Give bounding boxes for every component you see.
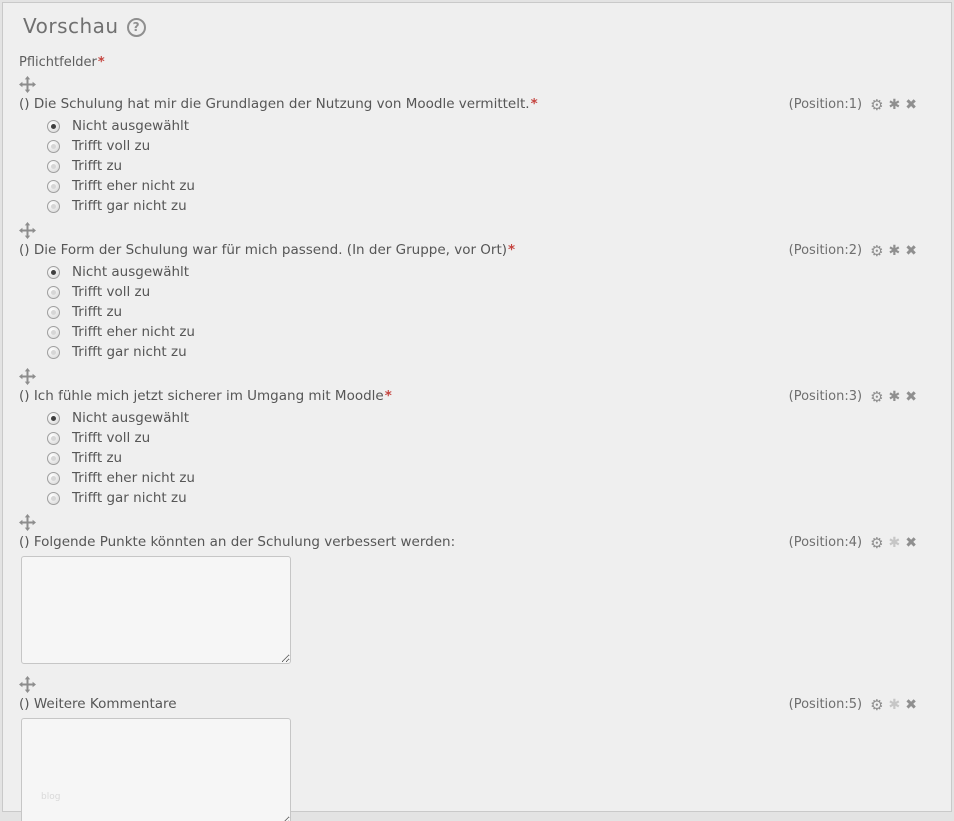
radio-button[interactable] <box>47 432 60 445</box>
question-header <box>3 239 951 259</box>
question-block <box>3 222 951 362</box>
question-label <box>19 242 515 259</box>
settings-icon[interactable]: ⚙ <box>870 533 884 552</box>
question-tools <box>789 96 917 113</box>
radio-option[interactable] <box>47 448 951 468</box>
question-header <box>3 693 951 713</box>
radio-button[interactable] <box>47 452 60 465</box>
question-tools <box>789 242 917 259</box>
radio-label: Trifft eher nicht zu <box>72 324 195 340</box>
position-label: (Position:2) <box>788 243 863 258</box>
question-header <box>3 531 951 551</box>
radio-label: Trifft voll zu <box>72 138 151 154</box>
radio-label: Trifft eher nicht zu <box>72 178 195 194</box>
radio-option[interactable] <box>47 302 951 322</box>
question-text: () Weitere Kommentare <box>19 696 177 712</box>
position-label: (Position:1) <box>788 97 863 112</box>
question-body <box>3 116 951 216</box>
question-tools <box>789 696 917 713</box>
question-block <box>3 676 951 821</box>
question-body <box>3 718 951 821</box>
vorschau-panel <box>2 2 952 812</box>
radio-label: Trifft zu <box>72 304 123 320</box>
question-block <box>3 76 951 216</box>
question-block <box>3 368 951 508</box>
question-tools <box>789 534 917 551</box>
radio-label: Nicht ausgewählt <box>72 118 190 134</box>
required-fields-note <box>19 55 951 70</box>
question-label <box>19 96 538 113</box>
question-required-asterisk: * <box>530 96 538 112</box>
radio-option[interactable] <box>47 156 951 176</box>
required-note-text: Pflichtfelder <box>19 55 97 70</box>
radio-button[interactable] <box>47 412 60 425</box>
radio-option[interactable] <box>47 196 951 216</box>
question-text: () Ich fühle mich jetzt sicherer im Umgang mit Moodle <box>19 388 384 404</box>
radio-label: Trifft gar nicht zu <box>72 198 187 214</box>
radio-option[interactable] <box>47 136 951 156</box>
radio-label: Trifft voll zu <box>72 284 151 300</box>
radio-label: Trifft gar nicht zu <box>72 344 187 360</box>
position-label: (Position:5) <box>788 697 863 712</box>
radio-button[interactable] <box>47 492 60 505</box>
radio-option[interactable] <box>47 176 951 196</box>
radio-option[interactable] <box>47 468 951 488</box>
radio-button[interactable] <box>47 266 60 279</box>
radio-label: Nicht ausgewählt <box>72 410 190 426</box>
radio-option[interactable] <box>47 428 951 448</box>
radio-option[interactable] <box>47 342 951 362</box>
settings-icon[interactable]: ⚙ <box>870 695 884 714</box>
required-toggle-icon[interactable]: ✱ <box>888 696 901 713</box>
question-text: () Die Schulung hat mir die Grundlagen der Nutzung von Moodle vermittelt. <box>19 96 530 112</box>
move-handle-icon[interactable] <box>19 222 36 239</box>
radio-label: Trifft voll zu <box>72 430 151 446</box>
question-block <box>3 514 951 668</box>
radio-option[interactable] <box>47 282 951 302</box>
required-toggle-icon[interactable]: ✱ <box>888 96 901 113</box>
required-toggle-icon[interactable]: ✱ <box>888 242 901 259</box>
delete-icon[interactable]: ✖ <box>905 696 917 713</box>
radio-button[interactable] <box>47 160 60 173</box>
question-label <box>19 388 392 405</box>
radio-label: Trifft zu <box>72 158 123 174</box>
radio-option[interactable] <box>47 488 951 508</box>
radio-button[interactable] <box>47 140 60 153</box>
textarea-wrap <box>21 718 293 821</box>
radio-label: Trifft zu <box>72 450 123 466</box>
required-toggle-icon[interactable]: ✱ <box>888 388 901 405</box>
move-handle-icon[interactable] <box>19 514 36 531</box>
question-required-asterisk: * <box>384 388 392 404</box>
radio-button[interactable] <box>47 286 60 299</box>
watermark-text: blog <box>41 792 61 802</box>
radio-label: Trifft gar nicht zu <box>72 490 187 506</box>
question-label <box>19 696 177 713</box>
questions-list <box>3 76 951 821</box>
radio-label: Trifft eher nicht zu <box>72 470 195 486</box>
delete-icon[interactable]: ✖ <box>905 388 917 405</box>
textarea-wrap <box>21 556 293 668</box>
delete-icon[interactable]: ✖ <box>905 242 917 259</box>
radio-option[interactable] <box>47 116 951 136</box>
answer-textarea[interactable] <box>21 556 291 664</box>
required-asterisk: * <box>97 55 105 70</box>
question-label <box>19 534 455 551</box>
settings-icon[interactable]: ⚙ <box>870 387 884 406</box>
radio-option[interactable] <box>47 262 951 282</box>
question-text: () Die Form der Schulung war für mich passend. (In der Gruppe, vor Ort) <box>19 242 508 258</box>
position-label: (Position:4) <box>788 535 863 550</box>
settings-icon[interactable]: ⚙ <box>870 241 884 260</box>
radio-option-list <box>3 116 951 216</box>
radio-button[interactable] <box>47 346 60 359</box>
radio-option[interactable] <box>47 408 951 428</box>
question-body <box>3 408 951 508</box>
question-tools <box>789 388 917 405</box>
delete-icon[interactable]: ✖ <box>905 534 917 551</box>
radio-option[interactable] <box>47 322 951 342</box>
page-title: Vorschau <box>23 14 119 38</box>
delete-icon[interactable]: ✖ <box>905 96 917 113</box>
question-header <box>3 385 951 405</box>
required-toggle-icon[interactable]: ✱ <box>888 534 901 551</box>
position-label: (Position:3) <box>788 389 863 404</box>
radio-button[interactable] <box>47 306 60 319</box>
question-text: () Folgende Punkte könnten an der Schulung verbessert werden: <box>19 534 456 550</box>
radio-option-list <box>3 262 951 362</box>
radio-button[interactable] <box>47 180 60 193</box>
answer-textarea[interactable] <box>21 718 291 821</box>
move-handle-icon[interactable] <box>19 368 36 385</box>
move-handle-icon[interactable] <box>19 676 36 693</box>
radio-button[interactable] <box>47 200 60 213</box>
question-header <box>3 93 951 113</box>
panel-header <box>3 3 951 38</box>
help-icon[interactable]: ? <box>127 18 146 37</box>
move-handle-icon[interactable] <box>19 76 36 93</box>
radio-option-list <box>3 408 951 508</box>
question-body <box>3 262 951 362</box>
question-body <box>3 556 951 668</box>
radio-button[interactable] <box>47 326 60 339</box>
radio-label: Nicht ausgewählt <box>72 264 190 280</box>
question-required-asterisk: * <box>508 242 516 258</box>
radio-button[interactable] <box>47 120 60 133</box>
radio-button[interactable] <box>47 472 60 485</box>
settings-icon[interactable]: ⚙ <box>870 95 884 114</box>
